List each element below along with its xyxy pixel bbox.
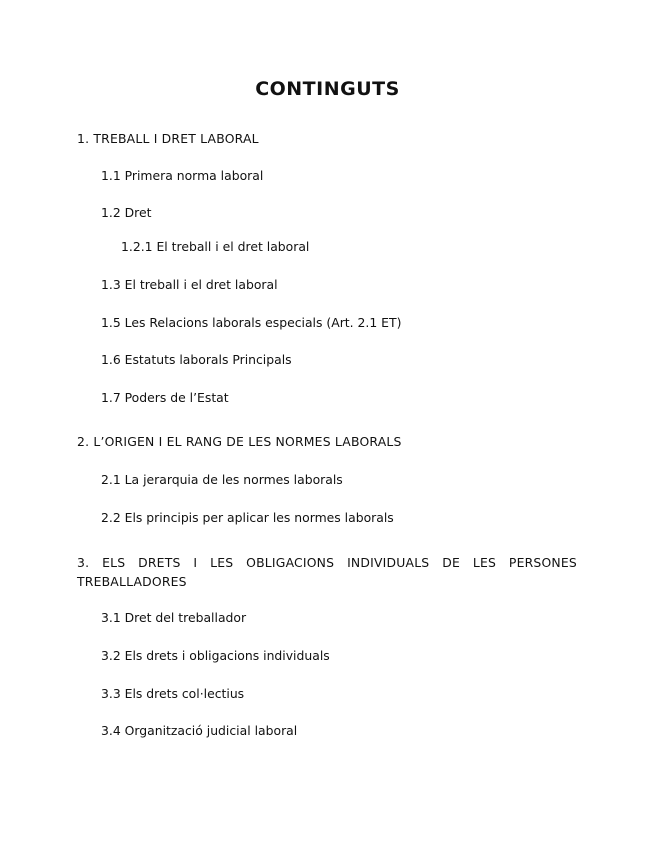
toc-section-2[interactable]: 2. L’ORIGEN I EL RANG DE LES NORMES LABORALS xyxy=(77,434,402,449)
toc-item-1-3[interactable]: 1.3 El treball i el dret laboral xyxy=(101,277,278,292)
toc-item-1-5[interactable]: 1.5 Les Relacions laborals especials (Art. 2.1 ET) xyxy=(101,315,402,330)
toc-section-1[interactable]: 1. TREBALL I DRET LABORAL xyxy=(77,131,259,146)
toc-section-3-line2: TREBALLADORES xyxy=(77,574,187,589)
toc-item-3-3[interactable]: 3.3 Els drets col·lectius xyxy=(101,686,245,701)
toc-item-3-4[interactable]: 3.4 Organització judicial laboral xyxy=(101,723,298,738)
toc-item-2-2[interactable]: 2.2 Els principis per aplicar les normes laborals xyxy=(101,510,394,525)
toc-item-2-1[interactable]: 2.1 La jerarquia de les normes laborals xyxy=(101,472,343,487)
toc-item-1-7[interactable]: 1.7 Poders de l’Estat xyxy=(101,390,229,405)
toc-item-1-1[interactable]: 1.1 Primera norma laboral xyxy=(101,168,264,183)
toc-section-3-line1: 3. ELS DRETS I LES OBLIGACIONS INDIVIDUALS DE LES PERSONES xyxy=(77,555,577,570)
toc-item-3-2[interactable]: 3.2 Els drets i obligacions individuals xyxy=(101,648,330,663)
toc-section-3[interactable] xyxy=(77,553,577,591)
toc-item-1-2[interactable]: 1.2 Dret xyxy=(101,205,152,220)
page-title: CONTINGUTS xyxy=(255,78,400,100)
toc-item-3-1[interactable]: 3.1 Dret del treballador xyxy=(101,610,247,625)
toc-item-1-6[interactable]: 1.6 Estatuts laborals Principals xyxy=(101,352,292,367)
toc-item-1-2-1[interactable]: 1.2.1 El treball i el dret laboral xyxy=(121,239,310,254)
